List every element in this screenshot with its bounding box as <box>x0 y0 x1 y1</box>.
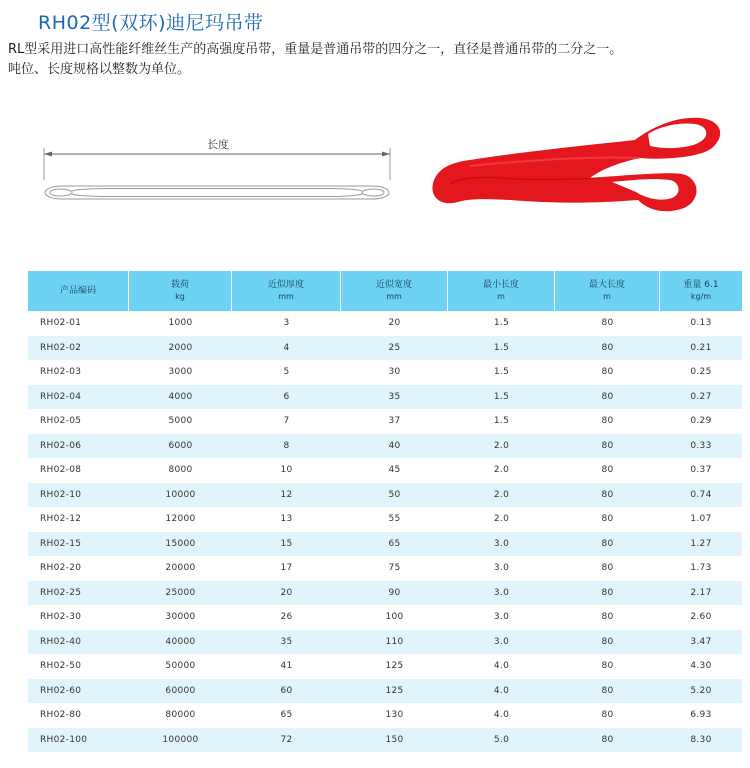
table-row <box>28 605 742 630</box>
table-cell: 40 <box>341 434 448 459</box>
table-cell: 4.0 <box>448 703 555 728</box>
table-cell: 35 <box>341 385 448 410</box>
header-cell <box>341 271 448 311</box>
table-cell: 7 <box>232 409 341 434</box>
table-row <box>28 581 742 606</box>
table-cell: 1.5 <box>448 409 555 434</box>
table-cell: 80 <box>555 605 660 630</box>
table-cell: 3.0 <box>448 605 555 630</box>
table-cell: 6.93 <box>660 703 742 728</box>
table-cell: 0.33 <box>660 434 742 459</box>
sling-outline-drawing <box>44 148 390 199</box>
table-cell: 80 <box>555 703 660 728</box>
table-cell: 75 <box>341 556 448 581</box>
table-cell: 26 <box>232 605 341 630</box>
table-cell: 5.20 <box>660 679 742 704</box>
table-cell: 72 <box>232 728 341 753</box>
table-cell: 80 <box>555 630 660 655</box>
table-cell: 65 <box>341 532 448 557</box>
table-cell: 0.74 <box>660 483 742 508</box>
table-cell: 35 <box>232 630 341 655</box>
table-cell: 3.0 <box>448 556 555 581</box>
table-cell: 1000 <box>129 311 232 336</box>
table-cell: 2000 <box>129 336 232 361</box>
table-cell: 8.30 <box>660 728 742 753</box>
table-cell: 1.5 <box>448 360 555 385</box>
table-cell: 20 <box>232 581 341 606</box>
description-line: RL型采用进口高性能纤维丝生产的高强度吊带，重量是普通吊带的四分之一，直径是普通吊带的二分之一。 <box>8 42 623 57</box>
table-row <box>28 703 742 728</box>
table-cell: 110 <box>341 630 448 655</box>
table-body <box>28 311 742 752</box>
table-cell: 80 <box>555 581 660 606</box>
table-cell: RH02-10 <box>28 483 129 508</box>
table-cell: 100 <box>341 605 448 630</box>
table-cell: 25 <box>341 336 448 361</box>
table-cell: 80 <box>555 434 660 459</box>
header-name: 近似厚度 <box>267 280 304 290</box>
table-cell: 15 <box>232 532 341 557</box>
table-cell: RH02-04 <box>28 385 129 410</box>
table-cell: 30 <box>341 360 448 385</box>
table-cell: 80 <box>555 532 660 557</box>
table-row <box>28 434 742 459</box>
table-row <box>28 409 742 434</box>
table-cell: 80 <box>555 728 660 753</box>
table-cell: 3.0 <box>448 532 555 557</box>
table-cell: 1.73 <box>660 556 742 581</box>
header-unit: m <box>497 292 505 301</box>
table-cell: 4.0 <box>448 679 555 704</box>
table-cell: 3.0 <box>448 581 555 606</box>
table-cell: 2.0 <box>448 483 555 508</box>
table-cell: 0.27 <box>660 385 742 410</box>
product-description <box>8 40 738 80</box>
table-cell: 1.5 <box>448 385 555 410</box>
header-unit: kg <box>175 292 185 301</box>
header-cell <box>28 271 129 311</box>
table-cell: 80 <box>555 311 660 336</box>
table-cell: RH02-03 <box>28 360 129 385</box>
table-cell: 15000 <box>129 532 232 557</box>
table-cell: 2.17 <box>660 581 742 606</box>
page-title: RH02型(双环)迪尼玛吊带 <box>38 12 264 34</box>
table-cell: 12000 <box>129 507 232 532</box>
table-cell: 20 <box>341 311 448 336</box>
table-cell: 10000 <box>129 483 232 508</box>
table-cell: 5.0 <box>448 728 555 753</box>
table-cell: 30000 <box>129 605 232 630</box>
table-cell: RH02-01 <box>28 311 129 336</box>
table-cell: 41 <box>232 654 341 679</box>
table-cell: 60 <box>232 679 341 704</box>
header-cell <box>555 271 660 311</box>
table-cell: 37 <box>341 409 448 434</box>
table-row <box>28 336 742 361</box>
table-cell: 55 <box>341 507 448 532</box>
table-cell: 80 <box>555 360 660 385</box>
table-cell: RH02-50 <box>28 654 129 679</box>
table-cell: 17 <box>232 556 341 581</box>
table-cell: RH02-06 <box>28 434 129 459</box>
table-cell: 130 <box>341 703 448 728</box>
header-cell <box>448 271 555 311</box>
table-cell: 8 <box>232 434 341 459</box>
table-row <box>28 507 742 532</box>
header-unit: m <box>603 292 611 301</box>
table-cell: 12 <box>232 483 341 508</box>
table-cell: 3 <box>232 311 341 336</box>
header-name: 最小长度 <box>482 280 519 290</box>
table-row <box>28 679 742 704</box>
table-cell: 45 <box>341 458 448 483</box>
table-cell: 100000 <box>129 728 232 753</box>
table-cell: 3000 <box>129 360 232 385</box>
table-cell: 4000 <box>129 385 232 410</box>
table-cell: 0.13 <box>660 311 742 336</box>
table-row <box>28 630 742 655</box>
table-cell: 80 <box>555 458 660 483</box>
sling-diagram <box>0 100 750 250</box>
table-cell: RH02-25 <box>28 581 129 606</box>
table-cell: 0.29 <box>660 409 742 434</box>
table-cell: 3.0 <box>448 630 555 655</box>
table-cell: 6 <box>232 385 341 410</box>
table-cell: 0.25 <box>660 360 742 385</box>
table-cell: 4 <box>232 336 341 361</box>
header-name: 最大长度 <box>588 280 625 290</box>
table-cell: RH02-100 <box>28 728 129 753</box>
table-row <box>28 483 742 508</box>
table-cell: 1.07 <box>660 507 742 532</box>
table-cell: 3.47 <box>660 630 742 655</box>
table-cell: 5 <box>232 360 341 385</box>
table-cell: RH02-08 <box>28 458 129 483</box>
table-cell: 10 <box>232 458 341 483</box>
table-cell: RH02-02 <box>28 336 129 361</box>
table-cell: 40000 <box>129 630 232 655</box>
table-cell: RH02-15 <box>28 532 129 557</box>
table-row <box>28 360 742 385</box>
header-unit: mm <box>386 292 402 301</box>
table-cell: RH02-40 <box>28 630 129 655</box>
table-cell: 4.30 <box>660 654 742 679</box>
header-cell <box>232 271 341 311</box>
table-cell: 8000 <box>129 458 232 483</box>
table-cell: 20000 <box>129 556 232 581</box>
header-name: 近似宽度 <box>375 280 412 290</box>
table-cell: 80 <box>555 483 660 508</box>
table-cell: 80 <box>555 679 660 704</box>
header-cell <box>129 271 232 311</box>
spec-table <box>28 271 742 752</box>
table-cell: 13 <box>232 507 341 532</box>
table-cell: RH02-80 <box>28 703 129 728</box>
table-row <box>28 385 742 410</box>
table-cell: 25000 <box>129 581 232 606</box>
table-cell: 0.21 <box>660 336 742 361</box>
table-cell: 0.37 <box>660 458 742 483</box>
table-row <box>28 728 742 753</box>
red-sling-image <box>432 118 720 211</box>
table-cell: 150 <box>341 728 448 753</box>
table-row <box>28 556 742 581</box>
table-cell: 1.5 <box>448 336 555 361</box>
table-cell: 50000 <box>129 654 232 679</box>
table-cell: 2.0 <box>448 434 555 459</box>
description-line: 吨位、长度规格以整数为单位。 <box>8 62 191 77</box>
table-cell: 2.0 <box>448 507 555 532</box>
header-name: 载荷 <box>170 280 189 290</box>
table-cell: RH02-30 <box>28 605 129 630</box>
header-name: 产品编码 <box>59 286 96 296</box>
table-cell: 60000 <box>129 679 232 704</box>
table-cell: 80 <box>555 556 660 581</box>
length-label: 长度 <box>207 138 229 151</box>
table-cell: 80 <box>555 385 660 410</box>
table-cell: RH02-05 <box>28 409 129 434</box>
table-cell: 65 <box>232 703 341 728</box>
table-cell: 2.60 <box>660 605 742 630</box>
table-cell: 4.0 <box>448 654 555 679</box>
table-cell: 6000 <box>129 434 232 459</box>
table-cell: 1.27 <box>660 532 742 557</box>
table-row <box>28 311 742 336</box>
table-cell: RH02-20 <box>28 556 129 581</box>
table-cell: 125 <box>341 679 448 704</box>
table-cell: 80 <box>555 336 660 361</box>
header-unit: kg/m <box>690 292 712 301</box>
table-header-row <box>28 271 742 311</box>
header-cell <box>660 271 742 311</box>
header-unit: mm <box>278 292 294 301</box>
header-name: 重量 6.1 <box>683 280 719 290</box>
table-cell: 50 <box>341 483 448 508</box>
table-row <box>28 654 742 679</box>
table-cell: 1.5 <box>448 311 555 336</box>
table-row <box>28 532 742 557</box>
table-cell: 80000 <box>129 703 232 728</box>
table-cell: 80 <box>555 654 660 679</box>
table-cell: RH02-60 <box>28 679 129 704</box>
table-row <box>28 458 742 483</box>
table-cell: 80 <box>555 507 660 532</box>
table-cell: 2.0 <box>448 458 555 483</box>
table-cell: RH02-12 <box>28 507 129 532</box>
table-cell: 80 <box>555 409 660 434</box>
table-cell: 125 <box>341 654 448 679</box>
table-cell: 90 <box>341 581 448 606</box>
table-cell: 5000 <box>129 409 232 434</box>
